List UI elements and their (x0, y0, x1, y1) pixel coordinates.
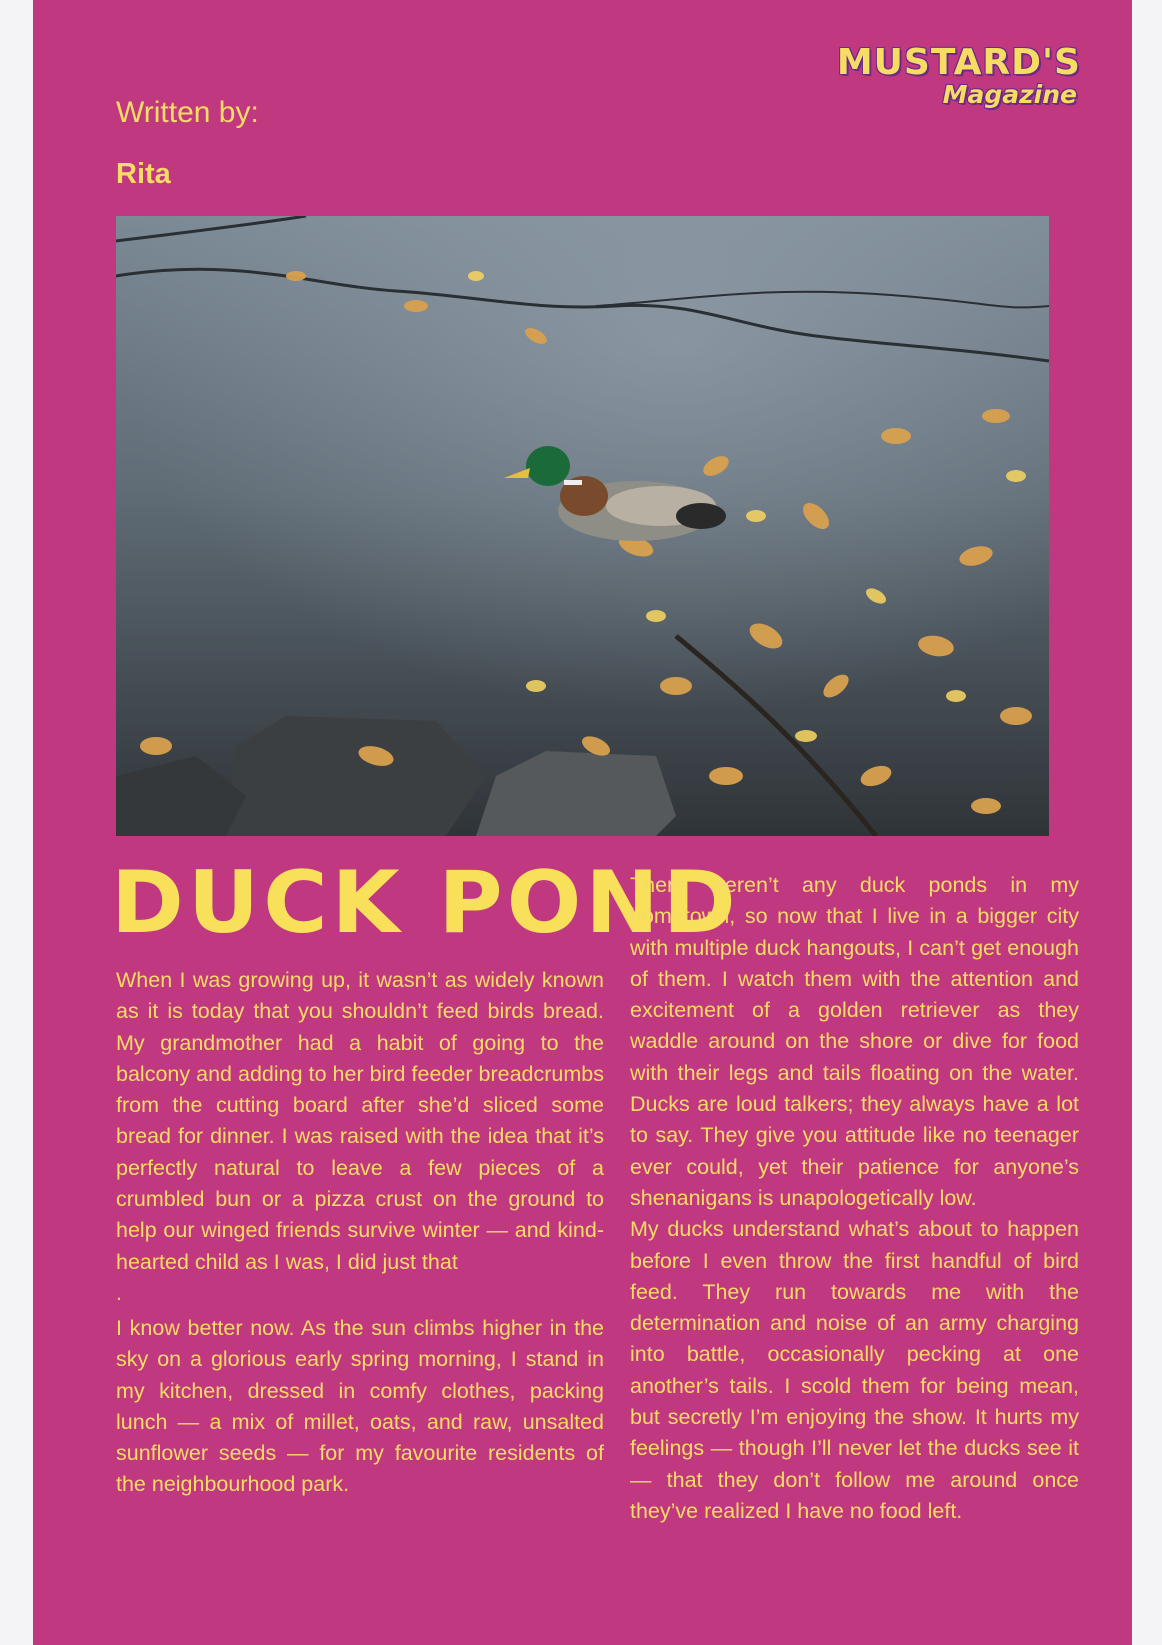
article-paragraph: I know better now. As the sun climbs higher in the sky on a glorious early spring morning, I stand in my kitchen, dressed in comfy clothes, packing lunch — a mix of millet, oats, and raw, unsalted sunflower seeds — for my favourite residents of the neighbourhood park. (116, 1315, 604, 1497)
article-column-left (116, 965, 604, 1501)
article-paragraph: When I was growing up, it wasn’t as widely known as it is today that you shouldn’t feed birds bread. My grandmother had a habit of going to the balcony and adding to her bird feeder breadcrumbs from the cutting board after she’d sliced some bread for dinner. I was raised with the idea that it’s perfectly natural to leave a few pieces of a crumbled bun or a pizza crust on the ground to help our winged friends survive winter — and kind-hearted child as I was, I did just that (116, 968, 604, 1274)
article-paragraph: . (116, 1280, 122, 1305)
byline-label: Written by: (116, 96, 259, 129)
logo-brand: MUSTARD'S (836, 42, 1081, 83)
article-title: DUCK POND (111, 853, 740, 953)
logo-subtitle: Magazine (942, 80, 1077, 109)
duck-pond-photo (116, 216, 1049, 836)
article-column-right (630, 870, 1079, 1527)
photo-illustration (116, 216, 1049, 836)
article-paragraph: There weren’t any duck ponds in my hometown, so now that I live in a bigger city with multiple duck hangouts, I can’t get enough of them. I watch them with the attention and excitement of a golden retriever as they waddle around on the shore or dive for food with their legs and tails floating on the water. Ducks are loud talkers; they always have a lot to say. They give you attitude like no teenager ever could, yet their patience for anyone’s shenanigans is unapologetically low. (630, 873, 1079, 1210)
article-paragraph: My ducks understand what’s about to happen before I even throw the first handful of bird feed. They run towards me with the determination and noise of an army charging into battle, occasionally pecking at one another’s tails. I scold them for being mean, but secretly I’m enjoying the show. It hurts my feelings — though I’ll never let the ducks see it — that they don’t follow me around once they’ve realized I have no food left. (630, 1217, 1079, 1523)
byline-author: Rita (116, 158, 171, 190)
magazine-page (33, 0, 1132, 1645)
magazine-logo (836, 40, 1123, 110)
